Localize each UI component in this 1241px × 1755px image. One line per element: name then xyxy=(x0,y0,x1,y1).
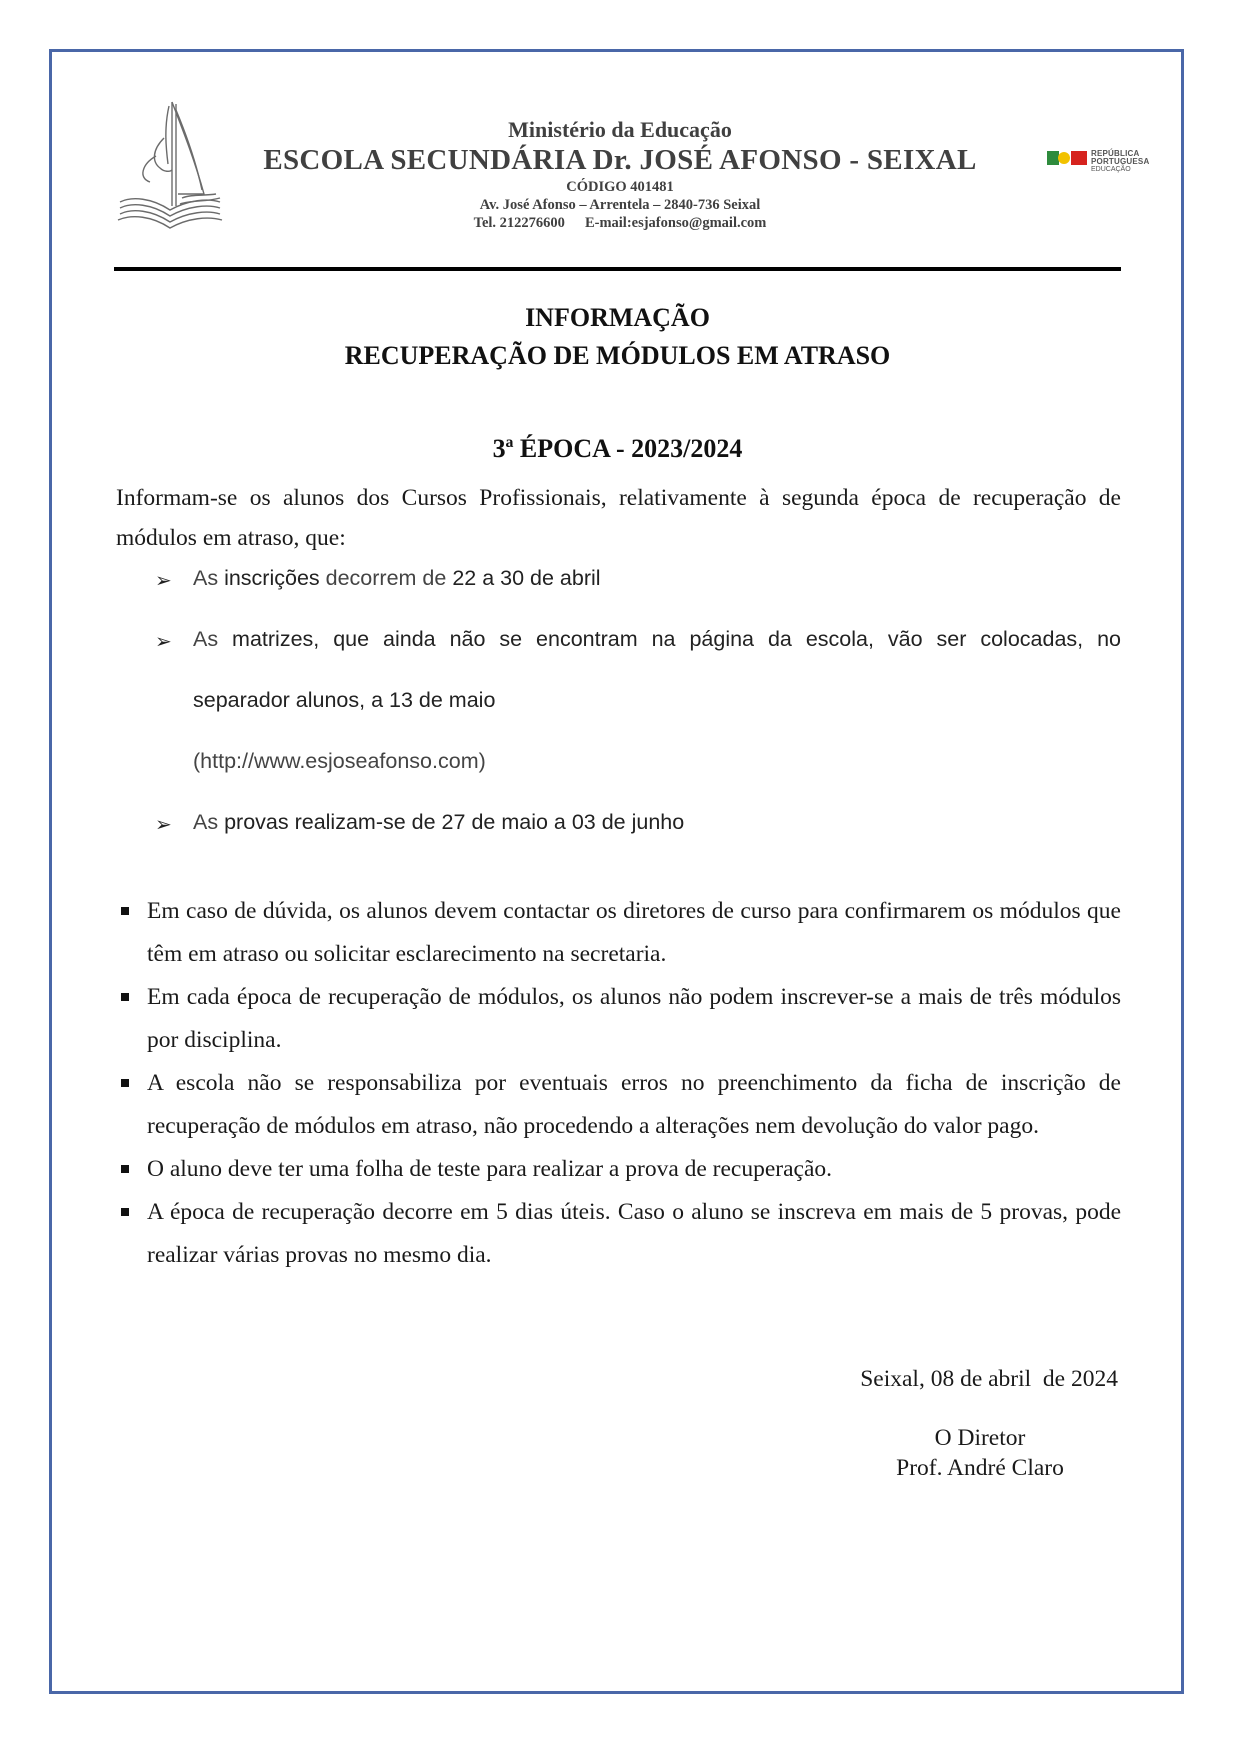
intro-paragraph: Informam-se os alunos dos Cursos Profissionais, relativamente à segunda época de recuperação de módulos em atraso, que: xyxy=(116,485,1121,551)
rep-line2: PORTUGUESA xyxy=(1091,157,1150,166)
header-divider xyxy=(114,267,1121,271)
school-code: CÓDIGO 401481 xyxy=(566,179,674,195)
bullet-icon xyxy=(121,1079,129,1087)
doc-period: 3ª ÉPOCA - 2023/2024 xyxy=(492,434,743,463)
doc-subtitle: RECUPERAÇÃO DE MÓDULOS EM ATRASO xyxy=(344,341,891,370)
bullet-icon xyxy=(121,1165,129,1173)
school-website-link[interactable]: (http://www.esjoseafonso.com) xyxy=(193,749,486,773)
bullet-icon xyxy=(121,1208,129,1216)
school-phone: Tel. 212276600 xyxy=(473,215,565,231)
bullet-icon xyxy=(121,993,129,1001)
rep-line3: EDUCAÇÃO xyxy=(1091,166,1131,173)
school-header xyxy=(240,118,1000,233)
arrow-icon: ➢ xyxy=(155,814,172,836)
signature-block xyxy=(880,1423,1080,1483)
doc-title: INFORMAÇÃO xyxy=(525,303,710,332)
bullet-icon xyxy=(121,907,129,915)
list-item: As inscrições decorrem de 22 a 30 de abril xyxy=(193,566,601,590)
list-item: A época de recuperação decorre em 5 dias úteis. Caso o aluno se inscreva em mais de 5 provas, pode realizar várias provas no mesmo dia. xyxy=(116,1191,1121,1277)
signer-name: Prof. André Claro xyxy=(896,1455,1064,1481)
arrow-icon: ➢ xyxy=(155,631,172,653)
school-contact xyxy=(240,214,1000,233)
list-item: Em cada época de recuperação de módulos, os alunos não podem inscrever-se a mais de três módulos por disciplina. xyxy=(116,976,1121,1062)
list-item: As provas realizam-se de 27 de maio a 03 de junho xyxy=(193,810,685,834)
signer-role: O Diretor xyxy=(934,1425,1026,1451)
school-address: Av. José Afonso – Arrentela – 2840-736 Seixal xyxy=(479,197,761,213)
portugal-flag-icon xyxy=(1047,151,1087,165)
list-item: As matrizes, que ainda não se encontram na página da escola, vão ser colocadas, no xyxy=(193,627,1121,651)
ministry-name: Ministério da Educação xyxy=(508,117,732,142)
notes-list xyxy=(116,890,1121,1277)
school-name: ESCOLA SECUNDÁRIA Dr. JOSÉ AFONSO - SEIXAL xyxy=(263,144,977,176)
school-email: E-mail:esjafonso@gmail.com xyxy=(584,215,767,231)
arrow-icon: ➢ xyxy=(155,570,172,592)
list-item: Em caso de dúvida, os alunos devem contactar os diretores de curso para confirmarem os módulos que têm em atraso ou solicitar esclarecimento na secretaria. xyxy=(116,890,1121,976)
list-item: O aluno deve ter uma folha de teste para realizar a prova de recuperação. xyxy=(116,1148,1121,1191)
document-date: Seixal, 08 de abril de 2024 xyxy=(860,1366,1118,1392)
republica-portuguesa-logo xyxy=(1047,150,1157,178)
list-item: A escola não se responsabiliza por eventuais erros no preenchimento da ficha de inscrição de recuperação de módulos em atraso, não procedendo a alterações nem devolução do valor pago. xyxy=(116,1062,1121,1148)
school-logo xyxy=(112,98,228,232)
list-item-continued: separador alunos, a 13 de maio xyxy=(193,688,496,712)
rep-line1: REPÚBLICA xyxy=(1091,149,1140,158)
